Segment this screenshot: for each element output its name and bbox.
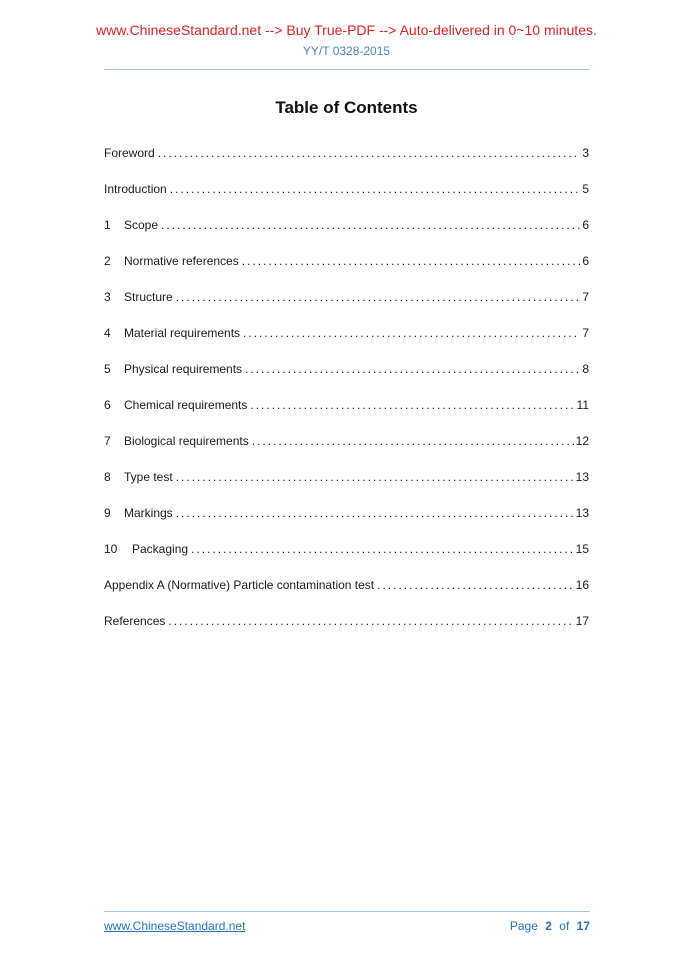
toc-entry-page: 3 <box>582 146 589 160</box>
toc-leader-dots <box>161 218 580 232</box>
toc-entry-page: 15 <box>575 542 589 556</box>
toc-entry-page: 11 <box>576 398 589 412</box>
toc-leader-dots <box>170 182 581 196</box>
page-footer <box>104 911 590 933</box>
toc-entry[interactable] <box>104 542 589 556</box>
toc-entry[interactable] <box>104 326 589 340</box>
toc-entry[interactable] <box>104 434 589 448</box>
toc-entry-page: 13 <box>575 506 589 520</box>
toc-leader-dots <box>176 506 574 520</box>
toc-entry-label: Type test <box>124 470 173 484</box>
toc-entry-page: 16 <box>575 578 589 592</box>
toc-entry-label: Structure <box>124 290 173 304</box>
toc-entry-number: 1 <box>104 218 111 232</box>
page-header <box>0 0 693 70</box>
toc-entry-label: Material requirements <box>124 326 241 340</box>
toc-entry-page: 6 <box>582 218 589 232</box>
toc-entry-label: Chemical requirements <box>124 398 248 412</box>
toc-entry-page: 5 <box>582 182 589 196</box>
toc-entry-number: 2 <box>104 254 111 268</box>
toc-entry[interactable] <box>104 506 589 520</box>
toc-entry[interactable] <box>104 254 589 268</box>
toc-leader-dots <box>168 614 573 628</box>
table-of-contents <box>104 146 589 628</box>
toc-leader-dots <box>158 146 581 160</box>
toc-entry[interactable] <box>104 470 589 484</box>
toc-entry-label: References <box>104 614 166 628</box>
page-indicator <box>510 919 590 933</box>
toc-entry[interactable] <box>104 182 589 196</box>
toc-leader-dots <box>242 254 581 268</box>
toc-entry-number: 10 <box>104 542 118 556</box>
toc-entry-label: Normative references <box>124 254 239 268</box>
toc-entry-label: Introduction <box>104 182 167 196</box>
toc-entry-label: Physical requirements <box>124 362 243 376</box>
toc-entry[interactable] <box>104 218 589 232</box>
toc-entry-label: Scope <box>124 218 159 232</box>
toc-entry[interactable] <box>104 578 589 592</box>
toc-entry-page: 17 <box>575 614 589 628</box>
toc-entry-number: 3 <box>104 290 111 304</box>
toc-entry-number: 5 <box>104 362 111 376</box>
standard-number: YY/T 0328-2015 <box>302 44 391 58</box>
toc-entry-page: 8 <box>582 362 589 376</box>
toc-entry-number: 4 <box>104 326 111 340</box>
toc-entry[interactable] <box>104 362 589 376</box>
toc-leader-dots <box>243 326 580 340</box>
toc-leader-dots <box>176 290 581 304</box>
toc-leader-dots <box>176 470 574 484</box>
page-indicator-current: 2 <box>545 919 552 933</box>
toc-entry-number: 9 <box>104 506 111 520</box>
toc-entry[interactable] <box>104 146 589 160</box>
page-indicator-of: of <box>559 919 570 933</box>
toc-entry-page: 7 <box>582 290 589 304</box>
toc-entry-number: 7 <box>104 434 111 448</box>
page-title: Table of Contents <box>275 98 418 117</box>
toc-entry-label: Biological requirements <box>124 434 249 448</box>
toc-entry-number: 6 <box>104 398 111 412</box>
page-indicator-label: Page <box>509 919 538 933</box>
page-indicator-total: 17 <box>576 919 590 933</box>
toc-leader-dots <box>245 362 580 376</box>
toc-entry[interactable] <box>104 290 589 304</box>
toc-entry-label: Appendix A (Normative) Particle contamination test <box>104 578 375 592</box>
toc-entry-page: 13 <box>575 470 589 484</box>
toc-entry-label: Foreword <box>104 146 155 160</box>
toc-entry-page: 12 <box>575 434 589 448</box>
toc-entry-label: Markings <box>124 506 173 520</box>
toc-entry-label: Packaging <box>132 542 189 556</box>
toc-leader-dots <box>191 542 574 556</box>
footer-link[interactable]: www.ChineseStandard.net <box>104 919 246 933</box>
header-divider <box>104 69 589 70</box>
toc-leader-dots <box>252 434 574 448</box>
toc-leader-dots <box>250 398 574 412</box>
promo-banner[interactable]: www.ChineseStandard.net --> Buy True-PDF --> Auto-delivered in 0~10 minutes. <box>96 22 597 38</box>
toc-leader-dots <box>377 578 574 592</box>
toc-entry-page: 6 <box>582 254 589 268</box>
toc-entry-page: 7 <box>582 326 589 340</box>
toc-entry-number: 8 <box>104 470 111 484</box>
toc-entry[interactable] <box>104 614 589 628</box>
toc-entry[interactable] <box>104 398 589 412</box>
